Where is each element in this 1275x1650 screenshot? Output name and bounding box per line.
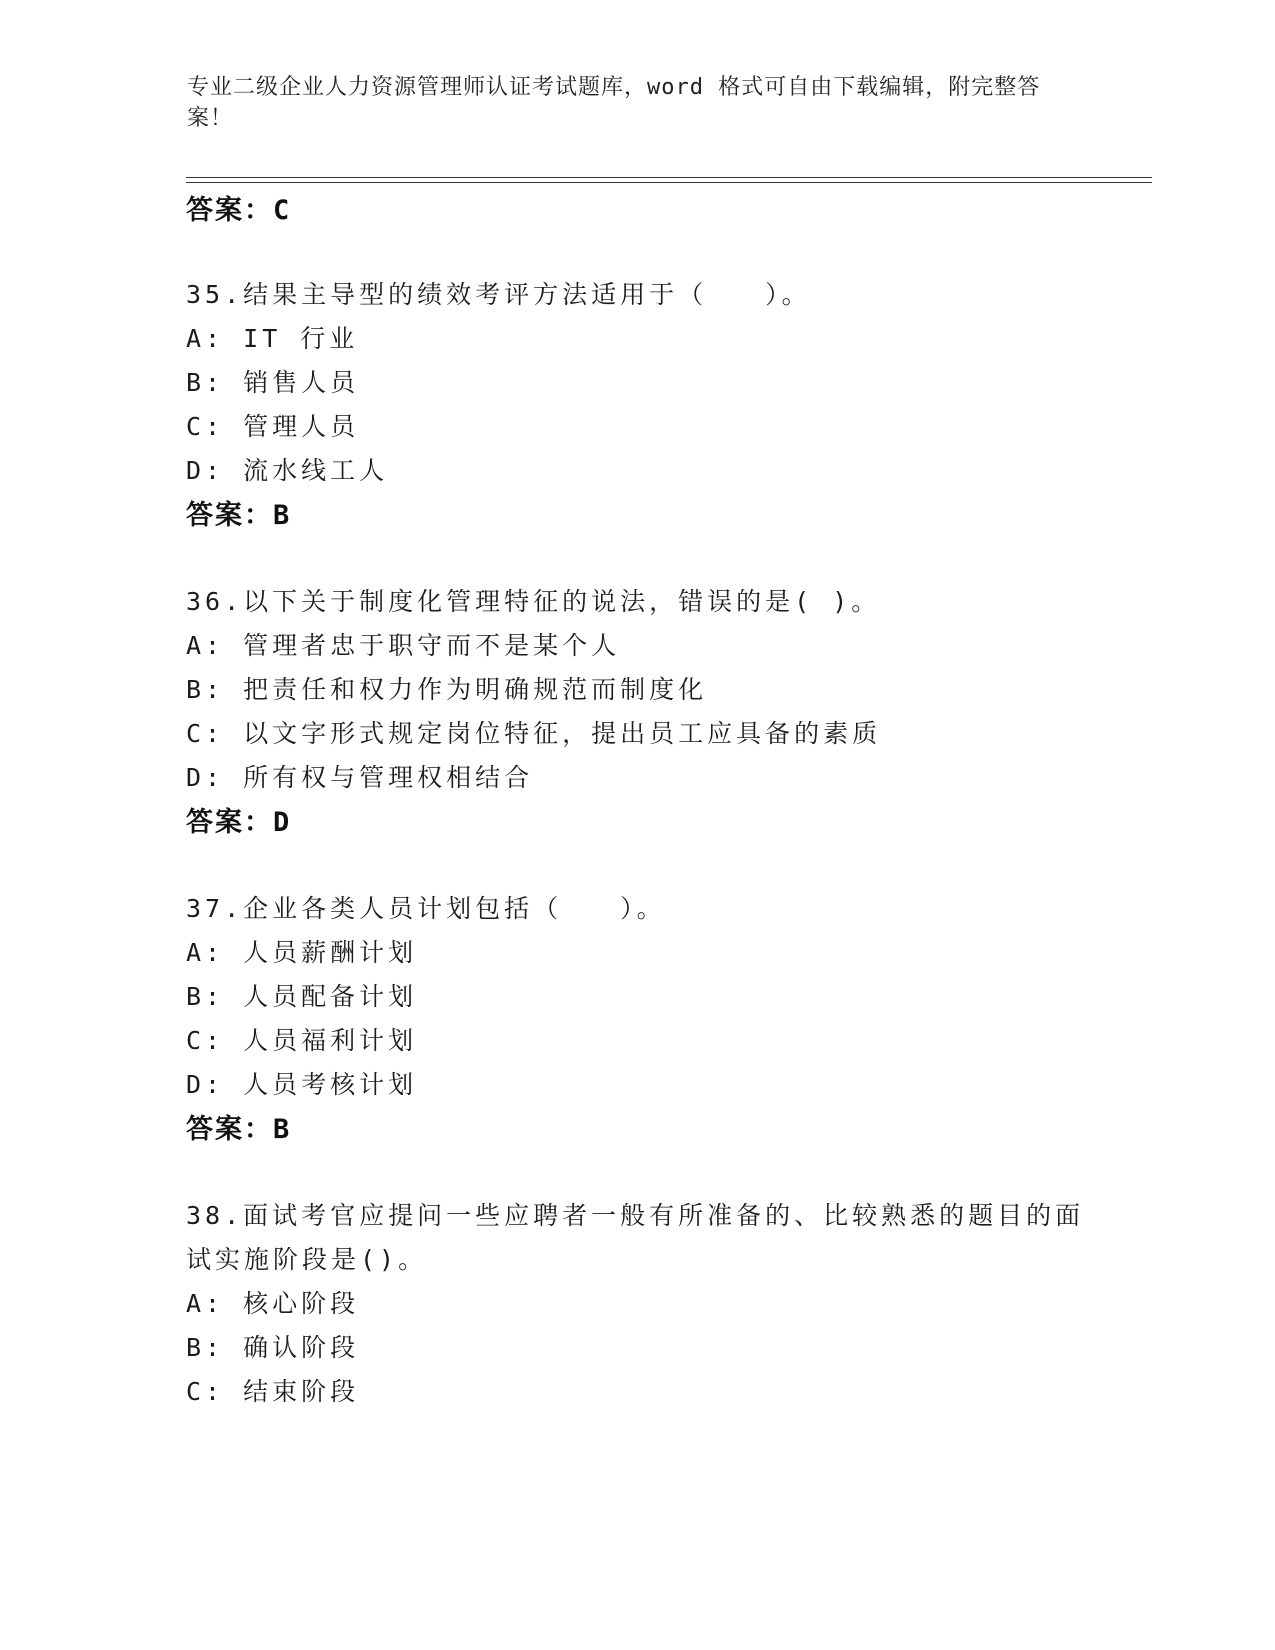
header-divider-secondary <box>186 182 1152 183</box>
document-header: 专业二级企业人力资源管理师认证考试题库，word 格式可自由下载编辑，附完整答案！ <box>187 75 1041 131</box>
option-a: A: 核心阶段 <box>186 1289 360 1318</box>
option-b: B: 确认阶段 <box>186 1333 360 1362</box>
header-divider <box>186 177 1152 178</box>
option-d: D: 所有权与管理权相结合 <box>186 763 534 792</box>
answer-label: 答案：C <box>186 195 292 226</box>
answer-label: 答案：B <box>186 500 292 531</box>
option-b: B: 销售人员 <box>186 368 360 397</box>
option-c: C: 管理人员 <box>186 412 360 441</box>
option-a: A: IT 行业 <box>186 324 359 353</box>
option-c: C: 人员福利计划 <box>186 1026 418 1055</box>
question-stem: 35.结果主导型的绩效考评方法适用于（ ）。 <box>186 280 811 309</box>
option-d: D: 人员考核计划 <box>186 1070 418 1099</box>
option-a: A: 人员薪酬计划 <box>186 938 418 967</box>
question-stem: 37.企业各类人员计划包括（ ）。 <box>186 894 666 923</box>
option-d: D: 流水线工人 <box>186 456 389 485</box>
question-stem-continued: 试实施阶段是()。 <box>186 1245 428 1274</box>
option-b: B: 把责任和权力作为明确规范而制度化 <box>186 675 708 704</box>
question-stem: 38.面试考官应提问一些应聘者一般有所准备的、比较熟悉的题目的面 <box>186 1201 1085 1230</box>
option-c: C: 结束阶段 <box>186 1377 360 1406</box>
question-stem: 36.以下关于制度化管理特征的说法，错误的是( )。 <box>186 587 881 616</box>
answer-label: 答案：B <box>186 1114 292 1145</box>
answer-label: 答案：D <box>186 807 292 838</box>
option-a: A: 管理者忠于职守而不是某个人 <box>186 631 621 660</box>
option-c: C: 以文字形式规定岗位特征，提出员工应具备的素质 <box>186 719 882 748</box>
option-b: B: 人员配备计划 <box>186 982 418 1011</box>
